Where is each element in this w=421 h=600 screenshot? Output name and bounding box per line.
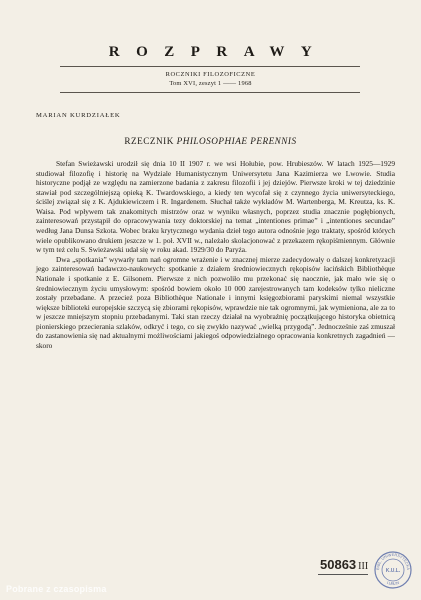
series-title: ROCZNIKI FILOZOFICZNE <box>165 71 256 78</box>
shelfmark-number: 50863 <box>320 557 357 572</box>
source-watermark: Pobrane z czasopisma <box>6 584 107 594</box>
title-prefix: RZECZNIK <box>124 136 174 146</box>
stamp-center-text: K.U.L. <box>385 568 401 574</box>
library-stamp <box>373 550 413 590</box>
volume-info: Tom XVI, zeszyt 1 —— 1968 <box>169 80 252 87</box>
shelfmark-suffix: III <box>358 561 369 572</box>
article-title <box>0 136 421 146</box>
paragraph: Stefan Swieżawski urodził się dnia 10 II 1907 r. we wsi Hołubie, pow. Hrubieszów. W latach 1925—1929 studiował filozofię i historię na Wydziale Humanistycznym Uniwersytetu Jana Kazimierza we Lwowie. Studia historyczne podjął ze względu na zamierzone badania z zakresu filozofii i jej dziejów. Pierwsze kroki w tej dziedzinie stawiał pod szczególniejszą opieką K. Twardowskiego, a kiedy ten wycofał się z czynnego życia uniwersyteckiego, ściślej związał się z K. Ajdukiewiczem i R. Ingardenem. Słuchał także wykładów M. Wartenberga, M. Kreutza, ks. K. Waisa. Pod wpływem tak znakomitych mistrzów oraz w wyniku własnych, poprzez studia znacznie pogłębionych, zainteresowań przystąpił do opracowywania tezy doktorskiej na temat „intentiones primae” i „intentiones secundae” według Jana Dunsa Szkota. Wobec braku krytycznego wydania dzieł tego autora odnośnie jego traktaty, spośród których wiele opublikowano drukiem jeszcze w 1. poł. XVII w., należało skolacjonować z przekazem rękopiśmiennym. Głównie w tym też celu S. Swieżawski udał się w roku akad. 1929/30 do Paryża. <box>36 159 395 255</box>
paragraph: Dwa „spotkania” wywarły tam nań ogromne wrażenie i w znacznej mierze zadecydowały o dalszej konkretyzacji jego zainteresowań badawczo-naukowych: spotkanie z działem średniowiecznych rękopisów łacińskich Bibliothèque Nationale i spotkanie z E. Gilsonem. Pierwsze z nich pozwoliło mu przekonać się naocznie, jak mało wie się o średniowiecznym życiu umysłowym: spośród bowiem około 10 000 zarejestrowanych tam kodeksów tylko nieliczne zostały przebadane. A przecież poza Bibliothèque Nationale i innymi księgozbiorami paryskimi niemal wszystkie większe biblioteki europejskie szczycą się zbiorami rękopisów, wprawdzie nie tak ogromnymi, jak wymieniona, ale za to w jeszcze mniejszym stopniu przebadanymi. Taki stan rzeczy działał na wyobraźnię początkującego historyka obietnicą pionierskiego przecierania szlaków, odkryć i tego, co się zwykło nazywać „wielką przygodą”. Jednocześnie zaś zmuszał do zastanowienia się nad aktualnymi możliwościami jakiegoś odpowiedzialnego opracowania konkretnych zagadnień — skoro <box>36 254 395 350</box>
header-rule-top <box>60 66 360 67</box>
header-rule-bottom <box>60 92 360 93</box>
stamp-bottom-text: LUBLIN <box>386 580 400 587</box>
stamp-top-text: BIBL. UNIWERSYTECKA <box>375 553 411 571</box>
article-author: MARIAN KURDZIAŁEK <box>36 112 121 119</box>
title-italic: PHILOSOPHIAE PERENNIS <box>176 136 297 146</box>
journal-heading: ROZPRAWY <box>108 44 329 60</box>
article-body <box>36 159 395 351</box>
shelfmark <box>320 557 368 572</box>
shelfmark-underline <box>318 574 368 575</box>
